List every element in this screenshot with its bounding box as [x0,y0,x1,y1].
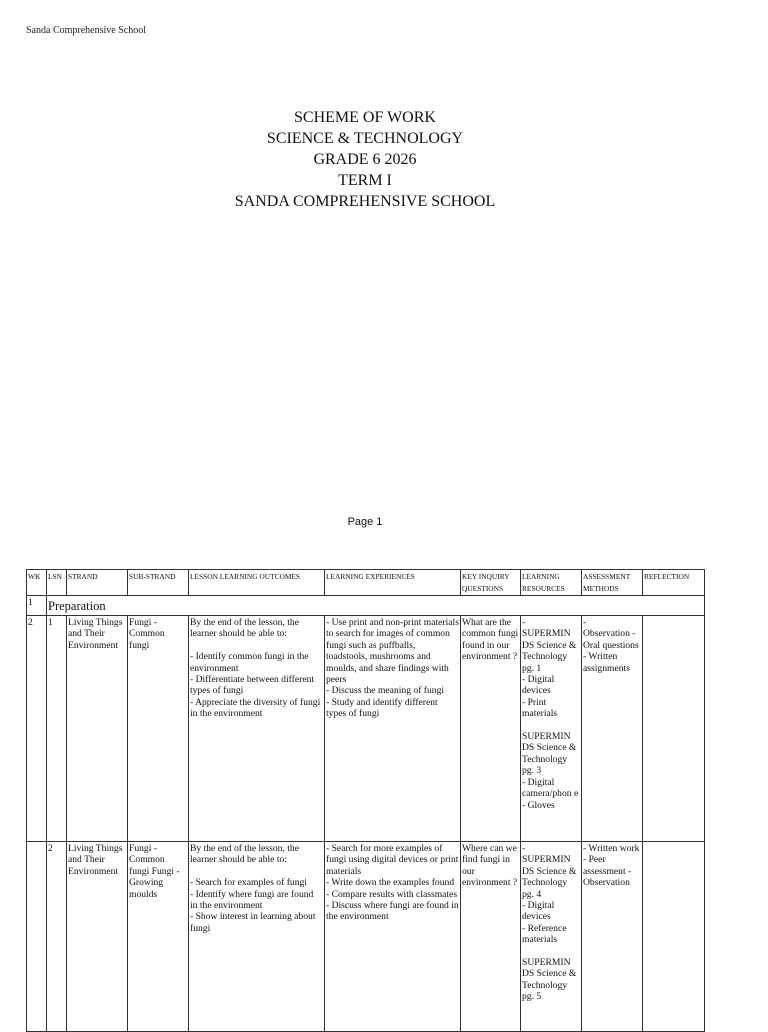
header-outcomes: LESSON LEARNING OUTCOMES [189,570,325,596]
header-reflection: REFLECTION [643,570,705,596]
title-subject: SCIENCE & TECHNOLOGY [266,130,464,147]
header-strand: STRAND [67,570,128,596]
resources-cell: - SUPERMIN DS Science & Technology pg. 4 - Digital devices - Reference materials SUPERMIN DS Science & Technology pg. 5 [521,842,582,1032]
prep-text-cell: Preparation [47,596,705,616]
table-header-row [27,570,705,596]
title-school: SANDA COMPREHENSIVE SCHOOL [234,193,496,210]
week-cell [27,842,47,1032]
header-wk: WK [27,570,47,596]
running-header-school-name: Sanda Comprehensive School [26,25,146,36]
assessment-cell: - Observation - Oral questions - Written assignments [582,616,643,842]
sub-strand-cell: Fungi - Common fungi Fungi - Growing moulds [128,842,189,1032]
outcomes-cell: By the end of the lesson, the learner should be able to: - Search for examples of fungi - Identify where fungi are found in the environment - Show interest in learning about fungi [189,842,325,1032]
header-lsn: LSN [47,570,67,596]
strand-cell: Living Things and Their Environment [67,842,128,1032]
header-sub-strand: SUB-STRAND [128,570,189,596]
sub-strand-cell: Fungi - Common fungi [128,616,189,842]
table-row [27,842,705,1032]
inquiry-cell: Where can we find fungi in our environment ? [461,842,521,1032]
title-term: TERM I [338,172,392,189]
experiences-cell: - Use print and non-print materials to search for images of common fungi such as puffballs, toadstools, mushrooms and moulds, and share findings with peers - Discuss the meaning of fungi - Study and identify different types of fungi [325,616,461,842]
resources-cell: - SUPERMIN DS Science & Technology pg. 1 - Digital devices - Print materials SUPERMIN DS Science & Technology pg. 3 - Digital camera/phon e - Gloves [521,616,582,842]
reflection-cell [643,842,705,1032]
lesson-cell: 1 [47,616,67,842]
inquiry-cell: What are the common fungi found in our environment ? [461,616,521,842]
strand-cell: Living Things and Their Environment [67,616,128,842]
document-title-block [0,107,730,212]
assessment-cell: - Written work - Peer assessment - Observation [582,842,643,1032]
week-cell: 2 [27,616,47,842]
lesson-cell: 2 [47,842,67,1032]
header-experiences: LEARNING EXPERIENCES [325,570,461,596]
title-grade-year: GRADE 6 2026 [313,151,417,168]
title-scheme-of-work: SCHEME OF WORK [294,109,436,126]
table-row [27,616,705,842]
outcomes-cell: By the end of the lesson, the learner should be able to: - Identify common fungi in the environment - Differentiate between different types of fungi - Appreciate the diversity of fungi in the environment [189,616,325,842]
experiences-cell: - Search for more examples of fungi using digital devices or print materials - Write down the examples found - Compare results with classmates - Discuss where fungi are found in the environment [325,842,461,1032]
page-number: Page 1 [347,516,383,528]
prep-week-cell: 1 [27,596,47,616]
scheme-of-work-table [26,569,705,1032]
reflection-cell [643,616,705,842]
preparation-row [27,596,705,616]
header-assessment: ASSESSMENT METHODS [582,570,643,596]
header-resources: LEARNING RESOURCES [521,570,582,596]
header-inquiry: KEY INQUIRY QUESTIONS [461,570,521,596]
